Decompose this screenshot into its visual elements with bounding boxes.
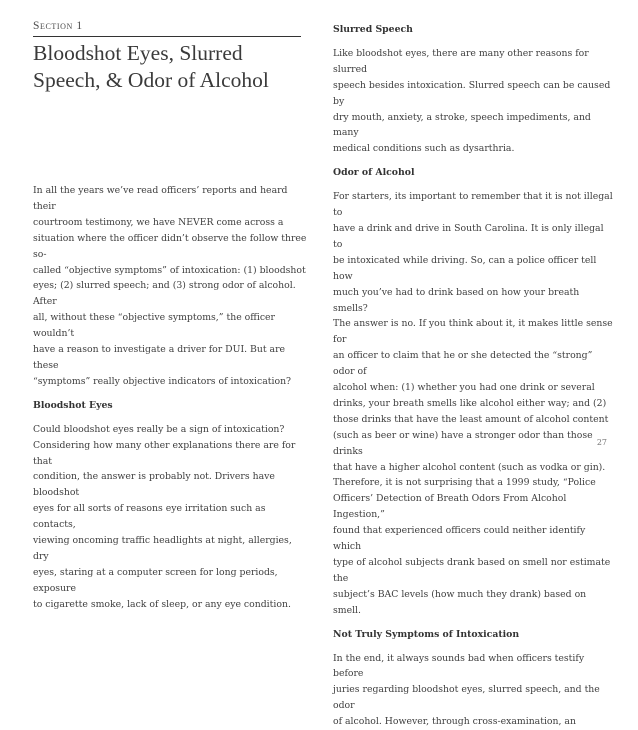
bloodshot-line: condition, the answer is probably not. Drivers have bloodshot (33, 471, 275, 499)
slurred-speech-heading: Slurred Speech (333, 24, 413, 35)
bloodshot-eyes-paragraph (33, 422, 309, 613)
bloodshot-line: viewing oncoming traffic headlights at night, allergies, dry (33, 535, 292, 562)
page-title (33, 40, 313, 94)
odor-line: found that experienced officers could neither identify which (333, 525, 586, 553)
page-number: 27 (596, 438, 607, 447)
odor-line: have a drink and drive in South Carolina. It is only illegal to (333, 222, 604, 250)
slurred-line: medical conditions such as dysarthria. (333, 143, 515, 155)
odor-line: Officers’ Detection of Breath Odors From Alcohol Ingestion,” (333, 493, 567, 521)
slurred-speech-paragraph (333, 46, 613, 157)
bloodshot-line: Could bloodshot eyes really be a sign of intoxication? (33, 423, 285, 435)
odor-line: subject’s BAC levels (how much they drank) based on smell. (333, 588, 587, 616)
not-truly-line: juries regarding bloodshot eyes, slurred speech, and the odor (333, 684, 600, 712)
bloodshot-line: eyes for all sorts of reasons eye irritation such as contacts, (33, 503, 266, 531)
intro-line: all, without these “objective symptoms,” the officer wouldn’t (33, 312, 275, 340)
title-rule (33, 36, 301, 37)
intro-line: called “objective symptoms” of intoxication: (1) bloodshot (33, 264, 306, 276)
intro-line: situation where the officer didn’t observe the follow three so- (33, 232, 307, 260)
slurred-line: dry mouth, anxiety, a stroke, speech impediments, and many (333, 111, 591, 139)
intro-line: have a reason to investigate a driver for DUI. But are these (33, 344, 286, 371)
section-label: Section 1 (33, 20, 83, 32)
odor-line: an officer to claim that he or she detected the “strong” odor of (333, 350, 593, 378)
odor-line: Therefore, it is not surprising that a 1999 study, “Police (333, 477, 596, 489)
bloodshot-line: to cigarette smoke, lack of sleep, or any eye condition. (33, 598, 291, 610)
slurred-line: Like bloodshot eyes, there are many other reasons for slurred (333, 47, 589, 75)
odor-line: For starters, its important to remember that it is not illegal to (333, 191, 613, 219)
odor-line: those drinks that have the least amount of alcohol content (333, 413, 609, 425)
odor-line: that have a higher alcohol content (such as vodka or gin). (333, 461, 606, 473)
bloodshot-line: eyes, staring at a computer screen for long periods, exposure (33, 566, 278, 594)
intro-line: courtroom testimony, we have NEVER come across a (33, 216, 284, 228)
odor-line: drinks, your breath smells like alcohol either way; and (2) (333, 397, 607, 409)
bloodshot-eyes-heading: Bloodshot Eyes (33, 399, 113, 411)
intro-line: eyes; (2) slurred speech; and (3) strong odor of alcohol. After (33, 280, 296, 308)
odor-line: much you’ve had to drink based on how your breath smells? (333, 286, 580, 314)
odor-line: (such as beer or wine) have a stronger odor than those drinks (333, 429, 593, 457)
intro-line: “symptoms” really objective indicators of intoxication? (33, 375, 292, 387)
odor-line: The answer is no. If you think about it, it makes little sense for (333, 318, 613, 346)
not-truly-symptoms-heading: Not Truly Symptoms of Intoxication (333, 628, 520, 640)
not-truly-line: of alcohol. However, through cross-examination, an (333, 716, 576, 728)
title-line-1: Bloodshot Eyes, Slurred (33, 41, 243, 65)
left-column (33, 183, 309, 613)
not-truly-symptoms-paragraph (333, 651, 613, 730)
intro-paragraph (33, 183, 309, 390)
not-truly-line: In the end, it always sounds bad when officers testify before (333, 652, 585, 680)
slurred-line: speech besides intoxication. Slurred speech can be caused by (333, 79, 611, 107)
odor-of-alcohol-heading: Odor of Alcohol (333, 167, 415, 179)
right-column (333, 22, 613, 730)
bloodshot-line: Considering how many other explanations there are for that (33, 439, 296, 467)
intro-line: In all the years we’ve read officers’ reports and heard their (33, 185, 288, 212)
odor-line: type of alcohol subjects drank based on smell nor estimate the (333, 557, 611, 584)
odor-of-alcohol-paragraph (333, 189, 613, 618)
odor-line: be intoxicated while driving. So, can a police officer tell how (333, 254, 597, 282)
odor-line: alcohol when: (1) whether you had one drink or several (333, 382, 595, 394)
title-line-2: Speech, & Odor of Alcohol (33, 68, 269, 92)
